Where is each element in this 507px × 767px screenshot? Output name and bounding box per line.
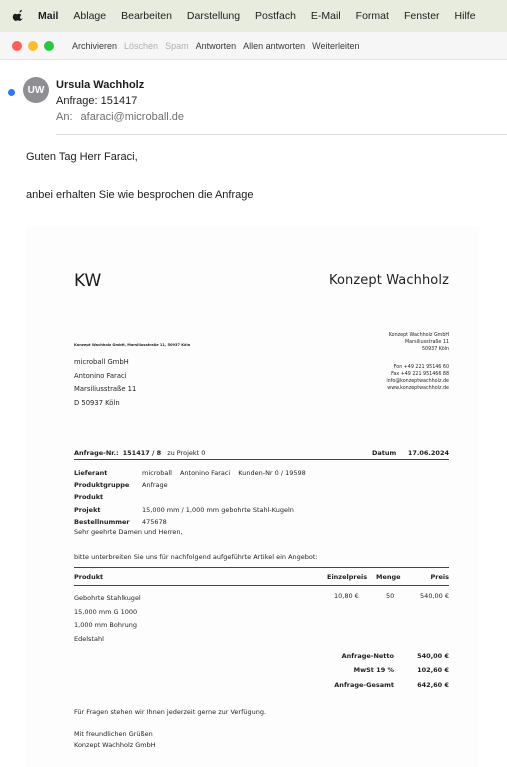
minimize-window-button[interactable] — [28, 41, 38, 51]
item-quantity: 50 — [386, 592, 395, 600]
recipient-line: microball GmbH — [74, 358, 129, 366]
contact-web: www.konzeptwachholz.de — [387, 386, 449, 391]
delete-button[interactable]: Löschen — [124, 40, 159, 51]
unread-indicator-icon — [8, 89, 15, 96]
menu-email[interactable]: E-Mail — [310, 10, 341, 22]
header-divider — [56, 134, 507, 135]
message-subject: Anfrage: 151417 — [56, 95, 138, 107]
contact-fax: Fax +49 221 951466 88 — [391, 372, 449, 377]
info-label: Produkt — [74, 493, 104, 502]
contact-line: Marsiliusstraße 11 — [405, 340, 449, 345]
close-window-button[interactable] — [12, 41, 22, 51]
divider — [74, 459, 449, 460]
letter-closing: Für Fragen stehen wir Ihnen jederzeit gerne zur Verfügung. — [74, 708, 267, 716]
company-contact — [386, 332, 449, 392]
recipient-line: Marsiliusstraße 11 — [74, 385, 137, 393]
regards-line: Mit freundlichen Grüßen — [74, 730, 153, 738]
item-description: Gebohrte Stahlkugel — [74, 594, 141, 602]
table-header-line — [74, 585, 449, 586]
total-gesamt-value: 642,60 € — [417, 681, 449, 689]
contact-email: info@konzeptwachholz.de — [386, 379, 449, 384]
body-text: anbei erhalten Sie wie besprochen die Anfrage — [26, 189, 254, 201]
total-netto-value: 540,00 € — [417, 652, 449, 660]
info-value: 15,000 mm / 1,000 mm gebohrte Stahl-Kugeln — [142, 505, 294, 514]
column-header-einzelpreis: Einzelpreis — [327, 573, 368, 581]
request-info — [74, 467, 314, 528]
contact-line: Konzept Wachholz GmbH — [388, 333, 449, 338]
spam-button[interactable]: Spam — [165, 40, 189, 51]
ref-number: 151417 / 8 — [122, 449, 162, 457]
column-header-produkt: Produkt — [74, 573, 104, 581]
letter-regards — [74, 729, 156, 751]
menu-postfach[interactable]: Postfach — [255, 10, 296, 22]
menu-ablage[interactable]: Ablage — [73, 10, 107, 22]
ref-project: zu Projekt 0 — [167, 449, 206, 457]
item-description: 1,000 mm Bohrung — [74, 621, 137, 629]
zoom-window-button[interactable] — [44, 41, 54, 51]
info-label: Projekt — [74, 505, 101, 514]
sender-name[interactable]: Ursula Wachholz — [56, 79, 145, 91]
contact-line: 50937 Köln — [422, 347, 449, 352]
total-netto-label: Anfrage-Netto — [341, 652, 394, 660]
brand-name: Konzept Wachholz — [329, 273, 449, 288]
logo-text: KW — [74, 271, 102, 290]
info-value: microball — [142, 469, 172, 477]
item-description: 15,000 mm G 1000 — [74, 607, 138, 616]
info-label: Bestellnummer — [74, 517, 130, 526]
menu-format[interactable]: Format — [355, 10, 389, 22]
recipient-line: D 50937 Köln — [74, 398, 120, 407]
to-label: An: — [56, 111, 73, 123]
info-label: Produktgruppe — [74, 481, 130, 490]
apple-logo-icon[interactable] — [12, 9, 26, 23]
info-value: 475678 — [142, 517, 167, 526]
avatar: UW — [23, 77, 49, 103]
recipient-address — [74, 356, 136, 410]
sender-address-line: Konzept Wachholz GmbH, Marsiliusstraße 11, 50937 Köln — [74, 343, 191, 347]
body-greeting: Guten Tag Herr Faraci, — [26, 151, 138, 163]
info-value: Anfrage — [142, 481, 168, 490]
menu-darstellung[interactable]: Darstellung — [186, 10, 241, 22]
menu-mail[interactable]: Mail — [38, 10, 59, 22]
attachment-document[interactable] — [26, 226, 479, 767]
contact-phone: Fon +49 221 95146 60 — [393, 365, 449, 370]
column-header-preis: Preis — [430, 573, 449, 581]
window-toolbar — [0, 32, 507, 60]
info-label: Lieferant — [74, 469, 108, 477]
total-gesamt-label: Anfrage-Gesamt — [334, 681, 394, 689]
message-header — [0, 64, 507, 136]
reply-button[interactable]: Antworten — [195, 40, 237, 51]
menu-bar — [0, 0, 507, 32]
letter-greeting: Sehr geehrte Damen und Herren, — [74, 528, 183, 536]
date-value: 17.06.2024 — [407, 449, 449, 457]
date-label: Datum — [372, 449, 397, 457]
letter-intro: bitte unterbreiten Sie uns für nachfolgend aufgeführte Artikel ein Angebot: — [74, 553, 318, 561]
menu-fenster[interactable]: Fenster — [403, 10, 440, 22]
toolbar-actions — [72, 41, 367, 51]
item-description: Edelstahl — [74, 634, 104, 643]
reference-row — [74, 449, 449, 457]
reply-all-button[interactable]: Allen antworten — [243, 40, 306, 51]
menu-hilfe[interactable]: Hilfe — [454, 10, 476, 22]
item-price: 540,00 € — [420, 592, 449, 600]
menu-bearbeiten[interactable]: Bearbeiten — [121, 10, 172, 22]
table-row — [74, 592, 141, 646]
recipient-line: Antonino Faraci — [74, 371, 127, 380]
regards-line: Konzept Wachholz GmbH — [74, 741, 156, 749]
info-value: Kunden-Nr 0 / 19598 — [238, 469, 306, 477]
recipient-address[interactable]: afaraci@microball.de — [80, 111, 185, 123]
recipient-row — [56, 111, 184, 123]
ref-label: Anfrage-Nr.: — [74, 449, 119, 457]
company-logo — [74, 270, 106, 290]
archive-button[interactable]: Archivieren — [72, 40, 118, 51]
total-mwst-value: 102,60 € — [417, 666, 449, 674]
table-top-line — [74, 567, 449, 568]
info-value: Antonino Faraci — [179, 469, 231, 477]
column-header-menge: Menge — [376, 573, 401, 581]
total-mwst-label: MwSt 19 % — [353, 666, 394, 674]
item-unit-price: 10,80 € — [334, 592, 359, 600]
forward-button[interactable]: Weiterleiten — [312, 40, 360, 51]
